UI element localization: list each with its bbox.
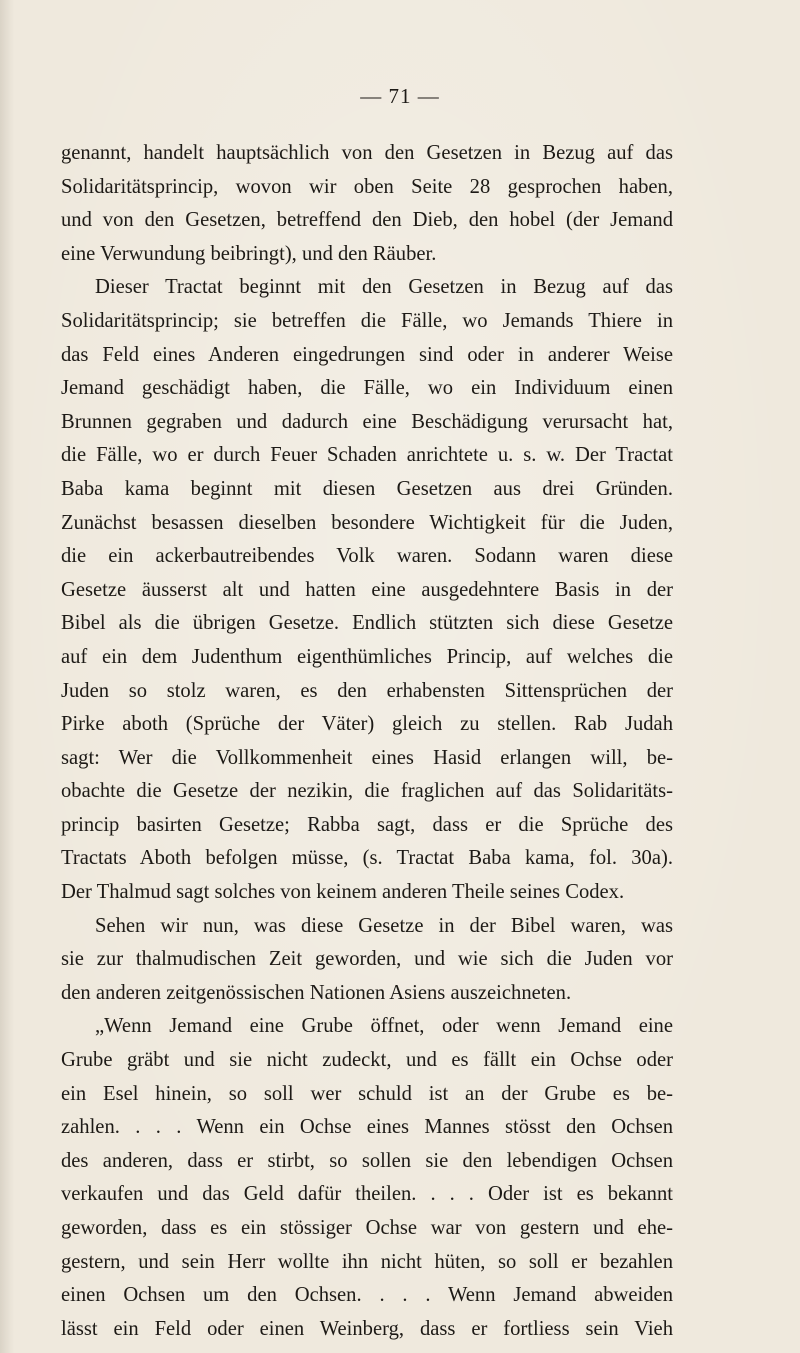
text-line: Pirke aboth (Sprüche der Väter) gleich zu stellen. Rab Judah [61,713,673,736]
text-line: ein Esel hinein, so soll wer schuld ist an der Grube es be- [61,1082,673,1105]
text-line: den anderen zeitgenössischen Nationen Asiens auszeichneten. [61,981,572,1004]
text-line: Bibel als die übrigen Gesetze. Endlich stützten sich diese Gesetze [61,612,673,635]
body-text [61,137,673,1346]
text-line: sagt: Wer die Vollkommenheit eines Hasid erlangen will, be- [61,746,673,769]
text-line: einen Ochsen um den Ochsen. . . . Wenn Jemand abweiden [61,1284,673,1307]
text-line: Baba kama beginnt mit diesen Gesetzen aus drei Gründen. [61,477,673,500]
text-line: das Feld eines Anderen eingedrungen sind oder in anderer Weise [61,343,673,366]
gutter-shadow [0,0,14,1353]
text-line: Grube gräbt und sie nicht zudeckt, und es fällt ein Ochse oder [61,1049,673,1072]
text-line: genannt, handelt hauptsächlich von den Gesetzen in Bezug auf das [61,142,673,164]
text-line: obachte die Gesetze der nezikin, die fraglichen auf das Solidaritäts- [61,780,673,803]
text-line: Juden so stolz waren, es den erhabensten Sittensprüchen der [61,679,673,702]
text-line: verkaufen und das Geld dafür theilen. . . . Oder ist es bekannt [61,1183,673,1206]
text-line: Der Thalmud sagt solches von keinem anderen Theile seines Codex. [61,881,625,904]
text-line: und von den Gesetzen, betreffend den Dieb, den hobel (der Jemand [61,209,673,232]
text-line: Solidaritätsprincip; sie betreffen die Fälle, wo Jemands Thiere in [61,309,673,332]
text-line: sie zur thalmudischen Zeit geworden, und wie sich die Juden vor [61,948,673,971]
text-line: Brunnen gegraben und dadurch eine Beschädigung verursacht hat, [61,410,673,433]
text-line: Sehen wir nun, was diese Gesetze in der Bibel waren, was [95,914,673,937]
text-line: princip basirten Gesetze; Rabba sagt, dass er die Sprüche des [61,813,673,836]
text-line: „Wenn Jemand eine Grube öffnet, oder wenn Jemand eine [95,1015,673,1038]
text-line: des anderen, dass er stirbt, so sollen sie den lebendigen Ochsen [61,1149,673,1172]
page-number: — 71 — [360,84,440,108]
text-line: eine Verwundung beibringt), und den Räuber. [61,242,437,265]
text-line: Dieser Tractat beginnt mit den Gesetzen in Bezug auf das [95,276,673,299]
text-line: die ein ackerbautreibendes Volk waren. Sodann waren diese [61,545,673,568]
text-line: auf ein dem Judenthum eigenthümliches Princip, auf welches die [61,645,673,668]
text-line: die Fälle, wo er durch Feuer Schaden anrichtete u. s. w. Der Tractat [61,444,673,467]
text-line: lässt ein Feld oder einen Weinberg, dass er fortliess sein Vieh [61,1317,673,1340]
text-line: Jemand geschädigt haben, die Fälle, wo ein Individuum einen [61,377,673,400]
text-line: Gesetze äusserst alt und hatten eine ausgedehntere Basis in der [61,578,673,601]
text-line: geworden, dass es ein stössiger Ochse war von gestern und ehe- [61,1217,673,1239]
text-line: Tractats Aboth befolgen müsse, (s. Tractat Baba kama, fol. 30a). [61,847,673,870]
text-line: zahlen. . . . Wenn ein Ochse eines Mannes stösst den Ochsen [61,1116,673,1139]
text-line: gestern, und sein Herr wollte ihn nicht hüten, so soll er bezahlen [61,1250,673,1273]
text-line: Solidaritätsprincip, wovon wir oben Seite 28 gesprochen haben, [61,175,673,198]
text-line: Zunächst besassen dieselben besondere Wichtigkeit für die Juden, [61,511,673,534]
